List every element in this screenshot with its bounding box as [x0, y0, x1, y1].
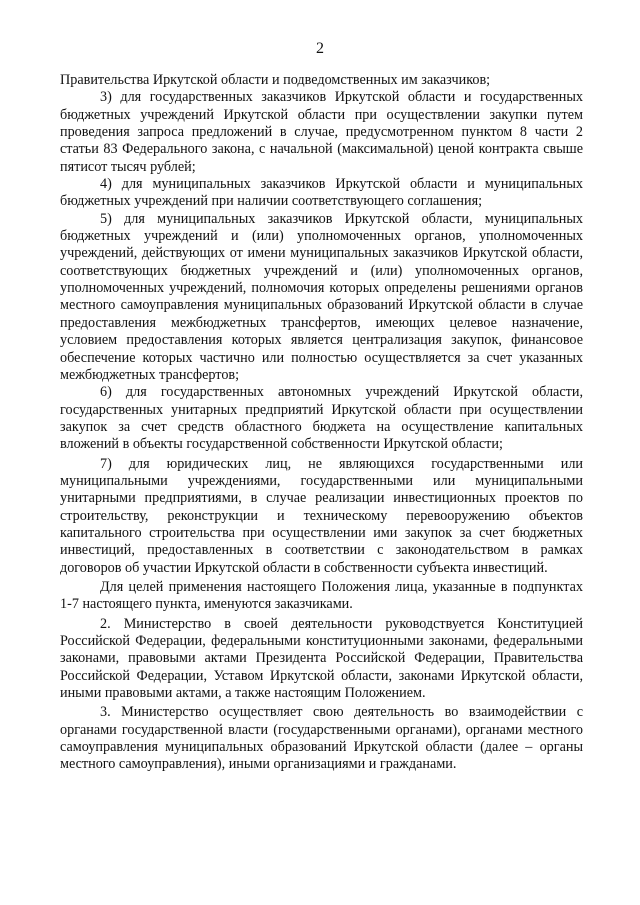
- paragraph-item-5: 5) для муниципальных заказчиков Иркутской области, муниципальных бюджетных учреждений и (или) уполномоченных органов, уполномоченных учреждений, действующих от имени муниципальных заказчиков Иркутской области, соответствующих бюджетных учреждений и (или) уполномоченных органов, уполномоченных учреждений, полномочия которых определены решениями органов местного самоуправления муниципальных образований Иркутской области в случае предоставления межбюджетных трансфертов, имеющих целевое назначение, условием предоставления которых является централизация закупок, финансовое обеспечение которых частично или полностью осуществляется за счет указанных межбюджетных трансфертов;: [60, 210, 583, 383]
- page-number: 2: [316, 40, 324, 57]
- paragraph-item-7: 7) для юридических лиц, не являющихся государственными или муниципальными учреждениями, государственными или муниципальными унитарными предприятиями, в случае реализации инвестиционных проектов по строительству, реконструкции и техническому перевооружению объектов капитального строительства при осуществлении ими закупок за счет бюджетных инвестиций, предоставленных в соответствии с законодательством в рамках договоров об участии Иркутской области в собственности субъекта инвестиций.: [60, 455, 583, 576]
- document-body: [60, 72, 583, 774]
- paragraph-definition: Для целей применения настоящего Положения лица, указанные в подпунктах 1-7 настоящего пункта, именуются заказчиками.: [60, 578, 583, 613]
- paragraph-item-4: 4) для муниципальных заказчиков Иркутской области и муниципальных бюджетных учреждений при наличии соответствующего соглашения;: [60, 176, 583, 210]
- paragraph-continuation: Правительства Иркутской области и подведомственных им заказчиков;: [60, 72, 491, 88]
- paragraph-section-3: 3. Министерство осуществляет свою деятельность во взаимодействии с органами государственной власти (государственными органами), органами местного самоуправления муниципальных образований Иркутской области (далее – органы местного самоуправления), иными организациями и гражданами.: [60, 704, 583, 773]
- paragraph-item-3: 3) для государственных заказчиков Иркутской области и государственных бюджетных учреждений Иркутской области при осуществлении закупки путем проведения запроса предложений в случае, предусмотренном пунктом 8 части 2 статьи 83 Федерального закона, с начальной (максимальной) ценой контракта свыше пятисот тысяч рублей;: [60, 89, 583, 175]
- paragraph-section-2: 2. Министерство в своей деятельности руководствуется Конституцией Российской Федерации, федеральными конституционными законами, федеральными законами, правовыми актами Президента Российской Федерации, Правительства Российской Федерации, Уставом Иркутской области, законами Иркутской области, иными правовыми актами, а также настоящим Положением.: [60, 615, 583, 702]
- paragraph-item-6: 6) для государственных автономных учреждений Иркутской области, государственных унитарных предприятий Иркутской области при осуществлении закупок за счет средств областного бюджета на осуществление капитальных вложений в объекты государственной собственности Иркутской области;: [60, 384, 583, 453]
